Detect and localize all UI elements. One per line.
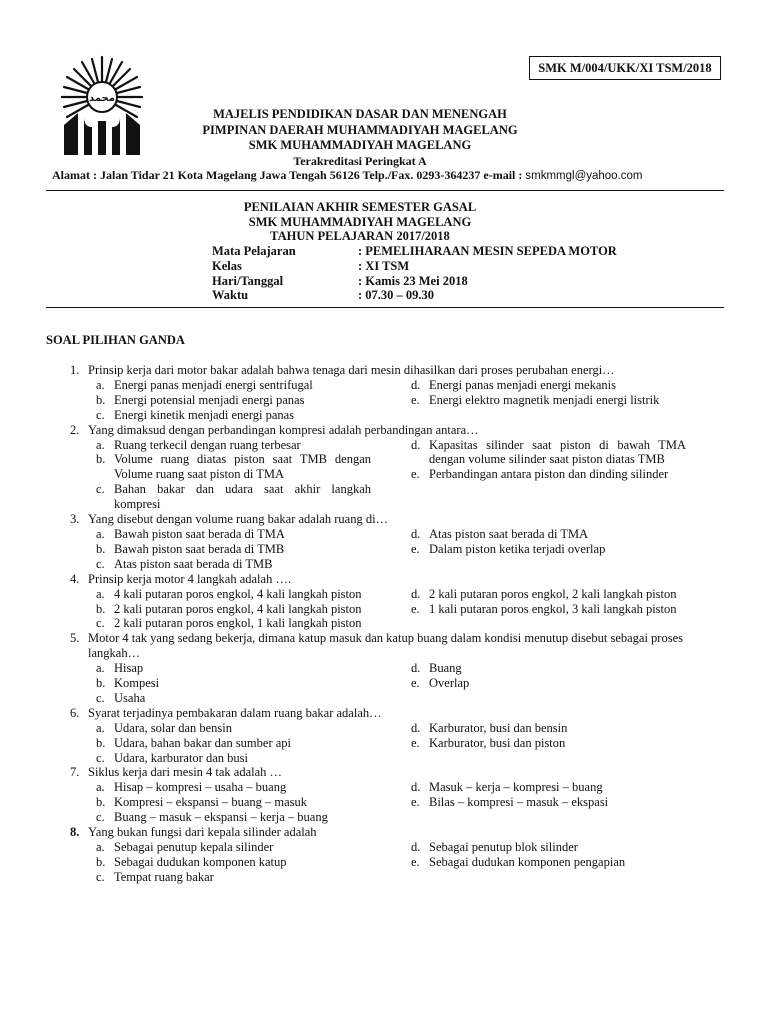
option-text: Kapasitas silinder saat piston di bawah TMA dengan volume silinder saat piston diatas TMB <box>429 437 686 467</box>
option-letter: e. <box>411 854 420 869</box>
answer-option[interactable] <box>403 378 686 393</box>
meta-row <box>212 288 617 303</box>
options-column-right <box>403 438 686 513</box>
option-text: 2 kali putaran poros engkol, 4 kali langkah piston <box>114 601 362 616</box>
answer-option[interactable] <box>403 840 686 855</box>
question-text: Motor 4 tak yang sedang bekerja, dimana katup masuk dan katup buang dalam kondisi menutup disebut sebagai proses langkah… <box>88 631 684 661</box>
answer-option[interactable] <box>88 602 371 617</box>
option-letter: b. <box>96 676 106 691</box>
answer-option[interactable] <box>88 855 371 870</box>
question-item <box>46 423 686 512</box>
option-text: Udara, karburator dan busi <box>114 750 248 765</box>
answer-option[interactable] <box>403 721 686 736</box>
answer-option[interactable] <box>403 542 686 557</box>
meta-divider <box>46 307 724 308</box>
option-text: Atas piston saat berada di TMB <box>114 556 273 571</box>
option-letter: c. <box>96 810 105 825</box>
answer-option[interactable] <box>88 482 371 512</box>
option-letter: d. <box>411 720 421 735</box>
option-text: Masuk – kerja – kompresi – buang <box>429 780 603 795</box>
exam-title-line: PENILAIAN AKHIR SEMESTER GASAL <box>243 200 477 214</box>
meta-key: Hari/Tanggal <box>212 273 284 288</box>
option-text: Ruang terkecil dengan ruang terbesar <box>114 437 301 452</box>
option-letter: c. <box>96 869 105 884</box>
option-letter: a. <box>96 720 105 735</box>
answer-option[interactable] <box>403 587 686 602</box>
answer-option[interactable] <box>88 676 371 691</box>
option-letter: a. <box>96 840 105 854</box>
answer-option[interactable] <box>403 527 686 542</box>
option-letter: b. <box>96 541 106 556</box>
answer-option[interactable] <box>403 780 686 795</box>
option-text: 2 kali putaran poros engkol, 2 kali langkah piston <box>429 586 677 601</box>
options-column-right <box>403 378 686 423</box>
meta-key: Mata Pelajaran <box>212 244 296 258</box>
option-letter: d. <box>411 437 421 452</box>
meta-row <box>212 244 617 259</box>
document-code: SMK M/004/UKK/XI TSM/2018 <box>529 56 721 80</box>
answer-option[interactable] <box>403 467 686 482</box>
option-text: Buang <box>429 661 462 676</box>
option-letter: c. <box>96 616 105 631</box>
option-letter: e. <box>411 676 420 691</box>
question-text: Siklus kerja dari mesin 4 tak adalah … <box>88 765 283 780</box>
question-text: Prinsip kerja motor 4 langkah adalah …. <box>88 571 292 586</box>
answer-option[interactable] <box>88 810 371 825</box>
option-letter: d. <box>411 526 421 541</box>
option-text: Dalam piston ketika terjadi overlap <box>429 541 606 556</box>
option-letter: c. <box>96 556 105 571</box>
option-text: 1 kali putaran poros engkol, 3 kali langkah piston <box>429 601 677 616</box>
option-text: Bahan bakar dan udara saat akhir langkah kompresi <box>114 482 371 512</box>
question-number: 6. <box>70 705 80 720</box>
answer-option[interactable] <box>88 527 371 542</box>
options-column-right <box>403 587 686 632</box>
option-text: 4 kali putaran poros engkol, 4 kali langkah piston <box>114 586 362 601</box>
question-text: Yang bukan fungsi dari kepala silinder adalah <box>88 825 317 840</box>
option-letter: d. <box>411 661 421 676</box>
option-text: Hisap – kompresi – usaha – buang <box>114 780 287 795</box>
answer-option[interactable] <box>403 393 686 408</box>
section-title: SOAL PILIHAN GANDA <box>46 333 185 347</box>
letterhead-line: PIMPINAN DAERAH MUHAMMADIYAH MAGELANG <box>202 122 518 137</box>
question-text: Prinsip kerja dari motor bakar adalah bahwa tenaga dari mesin dihasilkan dari proses perubahan energi… <box>88 363 615 377</box>
option-text: Karburator, busi dan bensin <box>429 720 568 735</box>
meta-value: : XI TSM <box>358 258 410 273</box>
options-column-left <box>88 378 371 423</box>
answer-option[interactable] <box>88 780 371 795</box>
option-letter: a. <box>96 377 105 392</box>
answer-option[interactable] <box>88 721 371 736</box>
option-text: Tempat ruang bakar <box>114 869 214 884</box>
option-letter: d. <box>411 586 421 601</box>
question-number: 4. <box>70 571 80 586</box>
option-text: Hisap <box>114 661 144 676</box>
answer-option[interactable] <box>403 661 686 676</box>
question-text: Yang disebut dengan volume ruang bakar adalah ruang di… <box>88 512 389 527</box>
option-text: Sebagai penutup blok silinder <box>429 840 578 854</box>
meta-value: : Kamis 23 Mei 2018 <box>358 273 468 288</box>
answer-option[interactable] <box>88 751 371 766</box>
question-text: Syarat terjadinya pembakaran dalam ruang bakar adalah… <box>88 705 382 720</box>
header-divider <box>46 190 724 191</box>
option-text: Bilas – kompresi – masuk – ekspasi <box>429 795 609 810</box>
options-column-left <box>88 438 371 513</box>
answer-option[interactable] <box>403 676 686 691</box>
option-text: Energi panas menjadi energi sentrifugal <box>114 377 313 392</box>
option-text: Sebagai dudukan komponen pengapian <box>429 854 626 869</box>
option-text: Sebagai penutup kepala silinder <box>114 840 274 854</box>
question-number: 8. <box>70 825 80 840</box>
exam-title-line: SMK MUHAMMADIYAH MAGELANG <box>248 214 472 229</box>
question-item <box>46 631 686 706</box>
answer-option[interactable] <box>88 542 371 557</box>
option-text: Atas piston saat berada di TMA <box>429 526 589 541</box>
option-text: Kompesi <box>114 676 160 691</box>
option-text: Kompresi – ekspansi – buang – masuk <box>114 795 308 810</box>
option-letter: b. <box>96 795 106 810</box>
options-column-left <box>88 527 371 572</box>
options-column-left <box>88 721 371 766</box>
option-letter: e. <box>411 735 420 750</box>
answer-option[interactable] <box>403 855 686 870</box>
exam-meta <box>212 244 617 303</box>
option-letter: b. <box>96 854 106 869</box>
accreditation: Terakreditasi Peringkat A <box>293 153 427 168</box>
option-letter: e. <box>411 467 420 482</box>
options-column-right <box>403 721 686 766</box>
option-text: Volume ruang diatas piston saat TMB dengan Volume ruang saat piston di TMA <box>114 452 371 482</box>
letterhead <box>150 107 570 169</box>
answer-option[interactable] <box>88 452 371 482</box>
question-number: 1. <box>70 363 80 377</box>
option-letter: c. <box>96 407 105 422</box>
exam-title-line: TAHUN PELAJARAN 2017/2018 <box>270 229 450 243</box>
options-column-right <box>403 661 686 706</box>
answer-option[interactable] <box>88 557 371 572</box>
option-letter: a. <box>96 526 105 541</box>
answer-option[interactable] <box>403 736 686 751</box>
options-column-right <box>403 840 686 885</box>
answer-option[interactable] <box>403 602 686 617</box>
option-letter: c. <box>96 482 105 497</box>
meta-value: : PEMELIHARAAN MESIN SEPEDA MOTOR <box>358 244 617 258</box>
option-letter: b. <box>96 392 106 407</box>
letterhead-line: SMK MUHAMMADIYAH MAGELANG <box>248 138 472 152</box>
option-text: Perbandingan antara piston dan dinding silinder <box>429 467 669 482</box>
option-letter: e. <box>411 601 420 616</box>
option-letter: d. <box>411 377 421 392</box>
answer-option[interactable] <box>88 378 371 393</box>
address-text: Alamat : Jalan Tidar 21 Kota Magelang Jawa Tengah 56126 Telp./Fax. 0293-364237 e-mail : <box>52 168 526 182</box>
question-number: 3. <box>70 512 80 527</box>
answer-option[interactable] <box>88 587 371 602</box>
option-letter: d. <box>411 780 421 795</box>
answer-option[interactable] <box>403 795 686 810</box>
option-text: Udara, bahan bakar dan sumber api <box>114 735 292 750</box>
option-text: Udara, solar dan bensin <box>114 720 233 735</box>
option-text: Buang – masuk – ekspansi – kerja – buang <box>114 810 328 825</box>
answer-option[interactable] <box>88 795 371 810</box>
email-link[interactable]: smkmmgl@yahoo.com <box>525 170 643 182</box>
options-column-right <box>403 527 686 572</box>
meta-value: : 07.30 – 09.30 <box>358 288 435 303</box>
options-column-left <box>88 587 371 632</box>
question-item <box>46 512 686 572</box>
letterhead-line: MAJELIS PENDIDIKAN DASAR DAN MENENGAH <box>213 107 507 121</box>
option-letter: d. <box>411 840 421 854</box>
question-item <box>46 572 686 632</box>
question-text: Yang dimaksud dengan perbandingan kompresi adalah perbandingan antara… <box>88 422 479 437</box>
option-text: Energi elektro magnetik menjadi energi listrik <box>429 392 660 407</box>
option-letter: c. <box>96 690 105 705</box>
question-number: 2. <box>70 422 80 437</box>
option-text: Bawah piston saat berada di TMB <box>114 541 285 556</box>
options-column-right <box>403 780 686 825</box>
option-letter: a. <box>96 586 105 601</box>
question-list <box>46 363 686 885</box>
answer-option[interactable] <box>88 736 371 751</box>
option-letter: a. <box>96 661 105 676</box>
meta-key: Waktu <box>212 288 249 303</box>
option-text: Overlap <box>429 676 470 691</box>
exam-title <box>150 200 570 244</box>
option-text: Energi kinetik menjadi energi panas <box>114 407 295 422</box>
meta-key: Kelas <box>212 258 242 273</box>
question-item <box>46 825 686 885</box>
option-letter: e. <box>411 392 420 407</box>
question-item <box>46 706 686 766</box>
muhammadiyah-logo <box>52 55 152 160</box>
option-text: 2 kali putaran poros engkol, 1 kali langkah piston <box>114 616 362 631</box>
answer-option[interactable] <box>88 691 371 706</box>
meta-row <box>212 259 617 274</box>
meta-row <box>212 274 617 289</box>
option-letter: a. <box>96 437 105 452</box>
option-text: Energi potensial menjadi energi panas <box>114 392 305 407</box>
answer-option[interactable] <box>88 393 371 408</box>
answer-option[interactable] <box>88 616 371 631</box>
option-text: Sebagai dudukan komponen katup <box>114 854 287 869</box>
answer-option[interactable] <box>88 408 371 423</box>
options-column-left <box>88 840 371 885</box>
svg-text:محمد: محمد <box>89 93 115 104</box>
answer-option[interactable] <box>403 438 686 468</box>
answer-option[interactable] <box>88 870 371 885</box>
option-letter: e. <box>411 795 420 810</box>
answer-option[interactable] <box>88 840 371 855</box>
question-item <box>46 363 686 423</box>
option-text: Energi panas menjadi energi mekanis <box>429 377 616 392</box>
option-letter: e. <box>411 541 420 556</box>
option-letter: b. <box>96 735 106 750</box>
question-item <box>46 765 686 825</box>
question-number: 5. <box>70 631 80 646</box>
options-column-left <box>88 661 371 706</box>
options-column-left <box>88 780 371 825</box>
question-number: 7. <box>70 765 80 780</box>
option-letter: c. <box>96 750 105 765</box>
option-text: Bawah piston saat berada di TMA <box>114 526 285 541</box>
option-text: Usaha <box>114 690 146 705</box>
option-letter: b. <box>96 452 106 467</box>
option-text: Karburator, busi dan piston <box>429 735 566 750</box>
answer-option[interactable] <box>88 661 371 676</box>
address-line <box>52 168 752 183</box>
option-letter: a. <box>96 780 105 795</box>
answer-option[interactable] <box>88 438 371 453</box>
option-letter: b. <box>96 601 106 616</box>
